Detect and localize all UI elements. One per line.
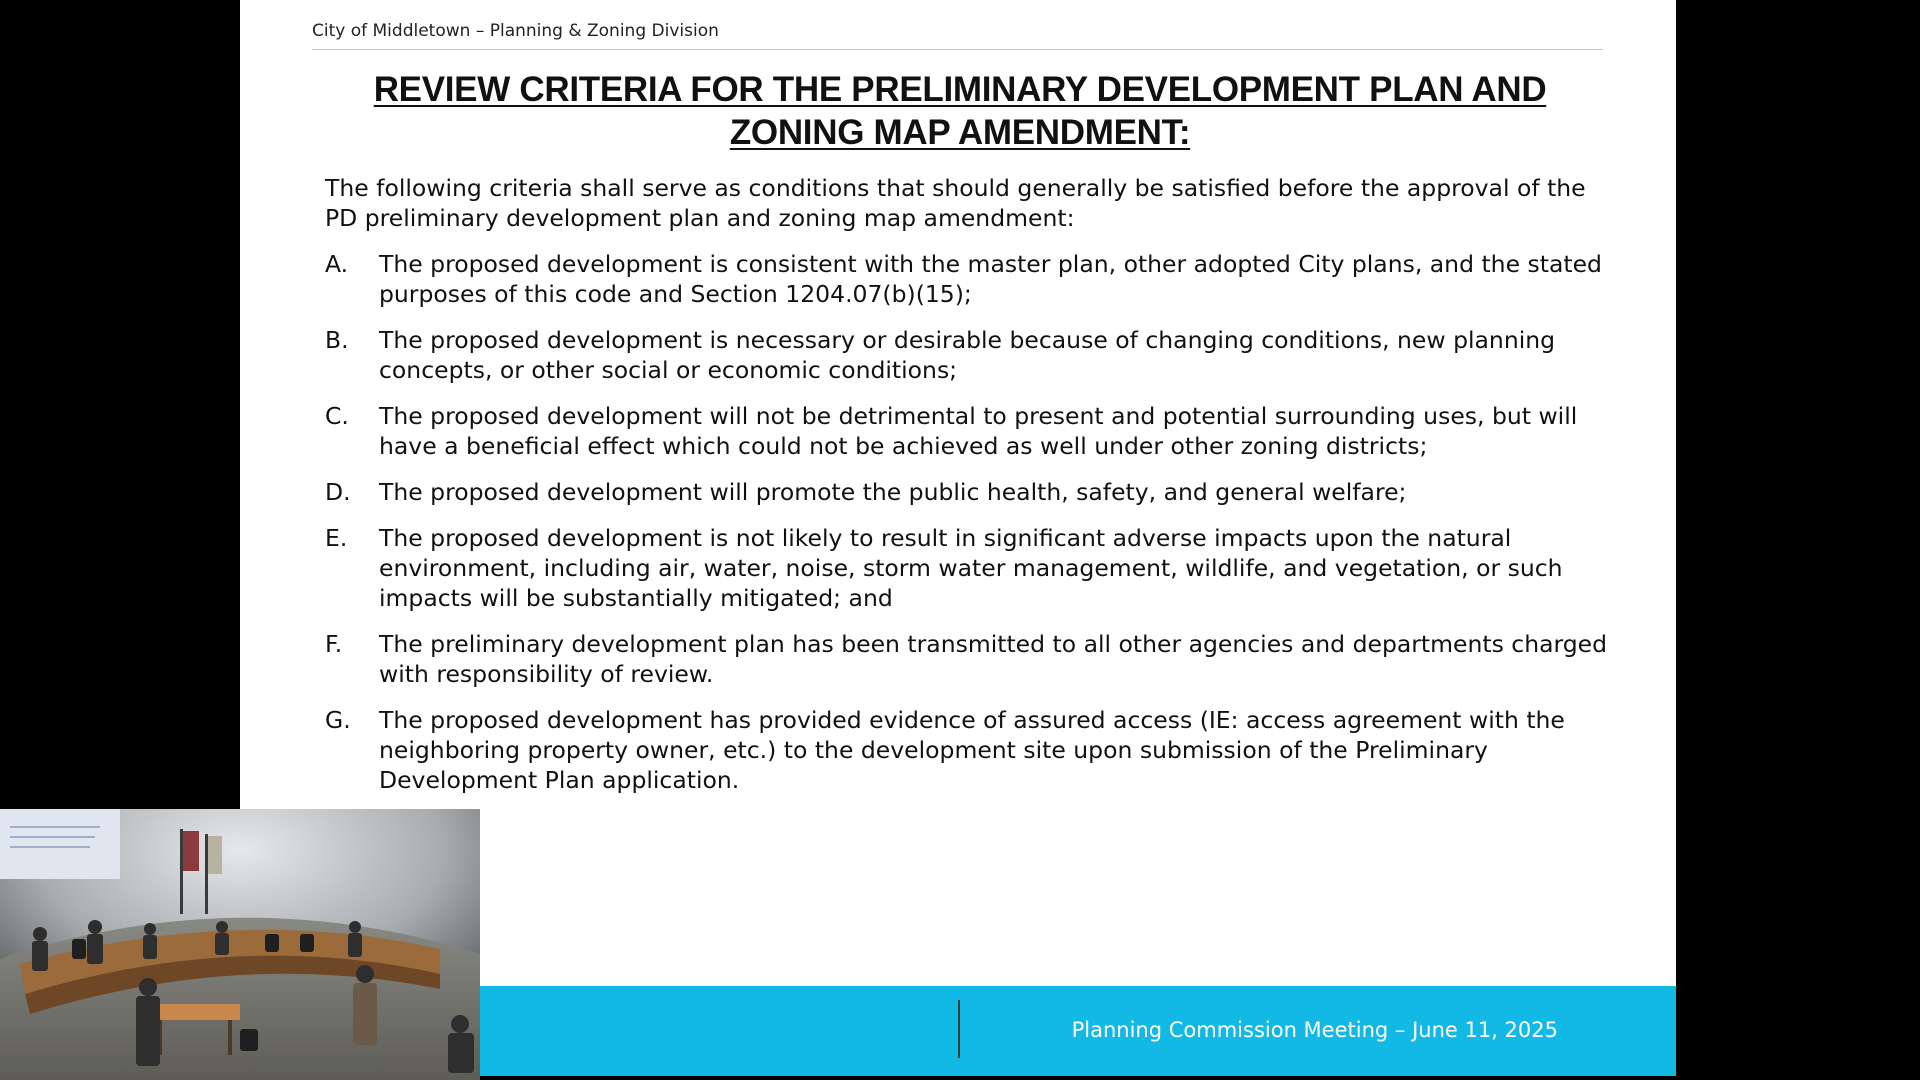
slide-header: City of Middletown – Planning & Zoning Division bbox=[312, 21, 719, 41]
criteria-item-c bbox=[325, 401, 1625, 461]
criteria-letter: C. bbox=[325, 402, 349, 430]
criteria-letter: D. bbox=[325, 478, 351, 506]
header-divider bbox=[312, 49, 1603, 50]
criteria-text: The proposed development has provided evidence of assured access (IE: access agreement with the neighboring property owner, etc.) to the development site upon submission of the Preliminary Development Plan application. bbox=[379, 706, 1565, 794]
projection-screen bbox=[0, 809, 120, 879]
criteria-text: The proposed development will promote the public health, safety, and general welfare; bbox=[379, 478, 1407, 506]
criteria-letter: E. bbox=[325, 524, 348, 552]
slide-title bbox=[300, 68, 1620, 154]
criteria-list bbox=[325, 249, 1625, 811]
criteria-text: The proposed development is not likely to result in significant adverse impacts upon the natural environment, including air, water, noise, storm water management, wildlife, and vegetation, or such impacts will be substantially mitigated; and bbox=[379, 524, 1563, 612]
meeting-video-inset[interactable] bbox=[0, 809, 480, 1080]
title-line-1: REVIEW CRITERIA FOR THE PRELIMINARY DEVELOPMENT PLAN AND bbox=[373, 70, 1547, 109]
criteria-text: The proposed development is necessary or desirable because of changing conditions, new planning concepts, or other social or economic conditions; bbox=[379, 326, 1556, 384]
criteria-text: The proposed development is consistent with the master plan, other adopted City plans, and the stated purposes of this code and Section 1204.07(b)(15); bbox=[379, 250, 1602, 308]
flag bbox=[208, 836, 222, 874]
criteria-text: The proposed development will not be detrimental to present and potential surrounding uses, but will have a beneficial effect which could not be achieved as well under other zoning districts; bbox=[379, 402, 1578, 460]
criteria-item-g bbox=[325, 705, 1625, 795]
criteria-item-e bbox=[325, 523, 1625, 613]
criteria-item-a bbox=[325, 249, 1625, 309]
criteria-letter: F. bbox=[325, 630, 343, 658]
flag-pole bbox=[180, 829, 183, 914]
title-line-2: ZONING MAP AMENDMENT: bbox=[729, 113, 1191, 152]
criteria-text: The preliminary development plan has been transmitted to all other agencies and departments charged with responsibility of review. bbox=[379, 630, 1608, 688]
criteria-letter: A. bbox=[325, 250, 349, 278]
footer-divider bbox=[958, 1000, 960, 1058]
intro-paragraph: The following criteria shall serve as conditions that should generally be satisfied before the approval of the PD preliminary development plan and zoning map amendment: bbox=[325, 174, 1586, 232]
criteria-item-d bbox=[325, 477, 1625, 507]
meeting-room-scene bbox=[0, 809, 480, 1080]
podium-table bbox=[150, 1004, 240, 1020]
flag-pole bbox=[205, 834, 208, 914]
footer-meeting-label: Planning Commission Meeting – June 11, 2025 bbox=[1071, 1018, 1558, 1042]
criteria-letter: G. bbox=[325, 706, 351, 734]
criteria-item-f bbox=[325, 629, 1625, 689]
flag bbox=[183, 831, 199, 871]
criteria-letter: B. bbox=[325, 326, 349, 354]
criteria-item-b bbox=[325, 325, 1625, 385]
